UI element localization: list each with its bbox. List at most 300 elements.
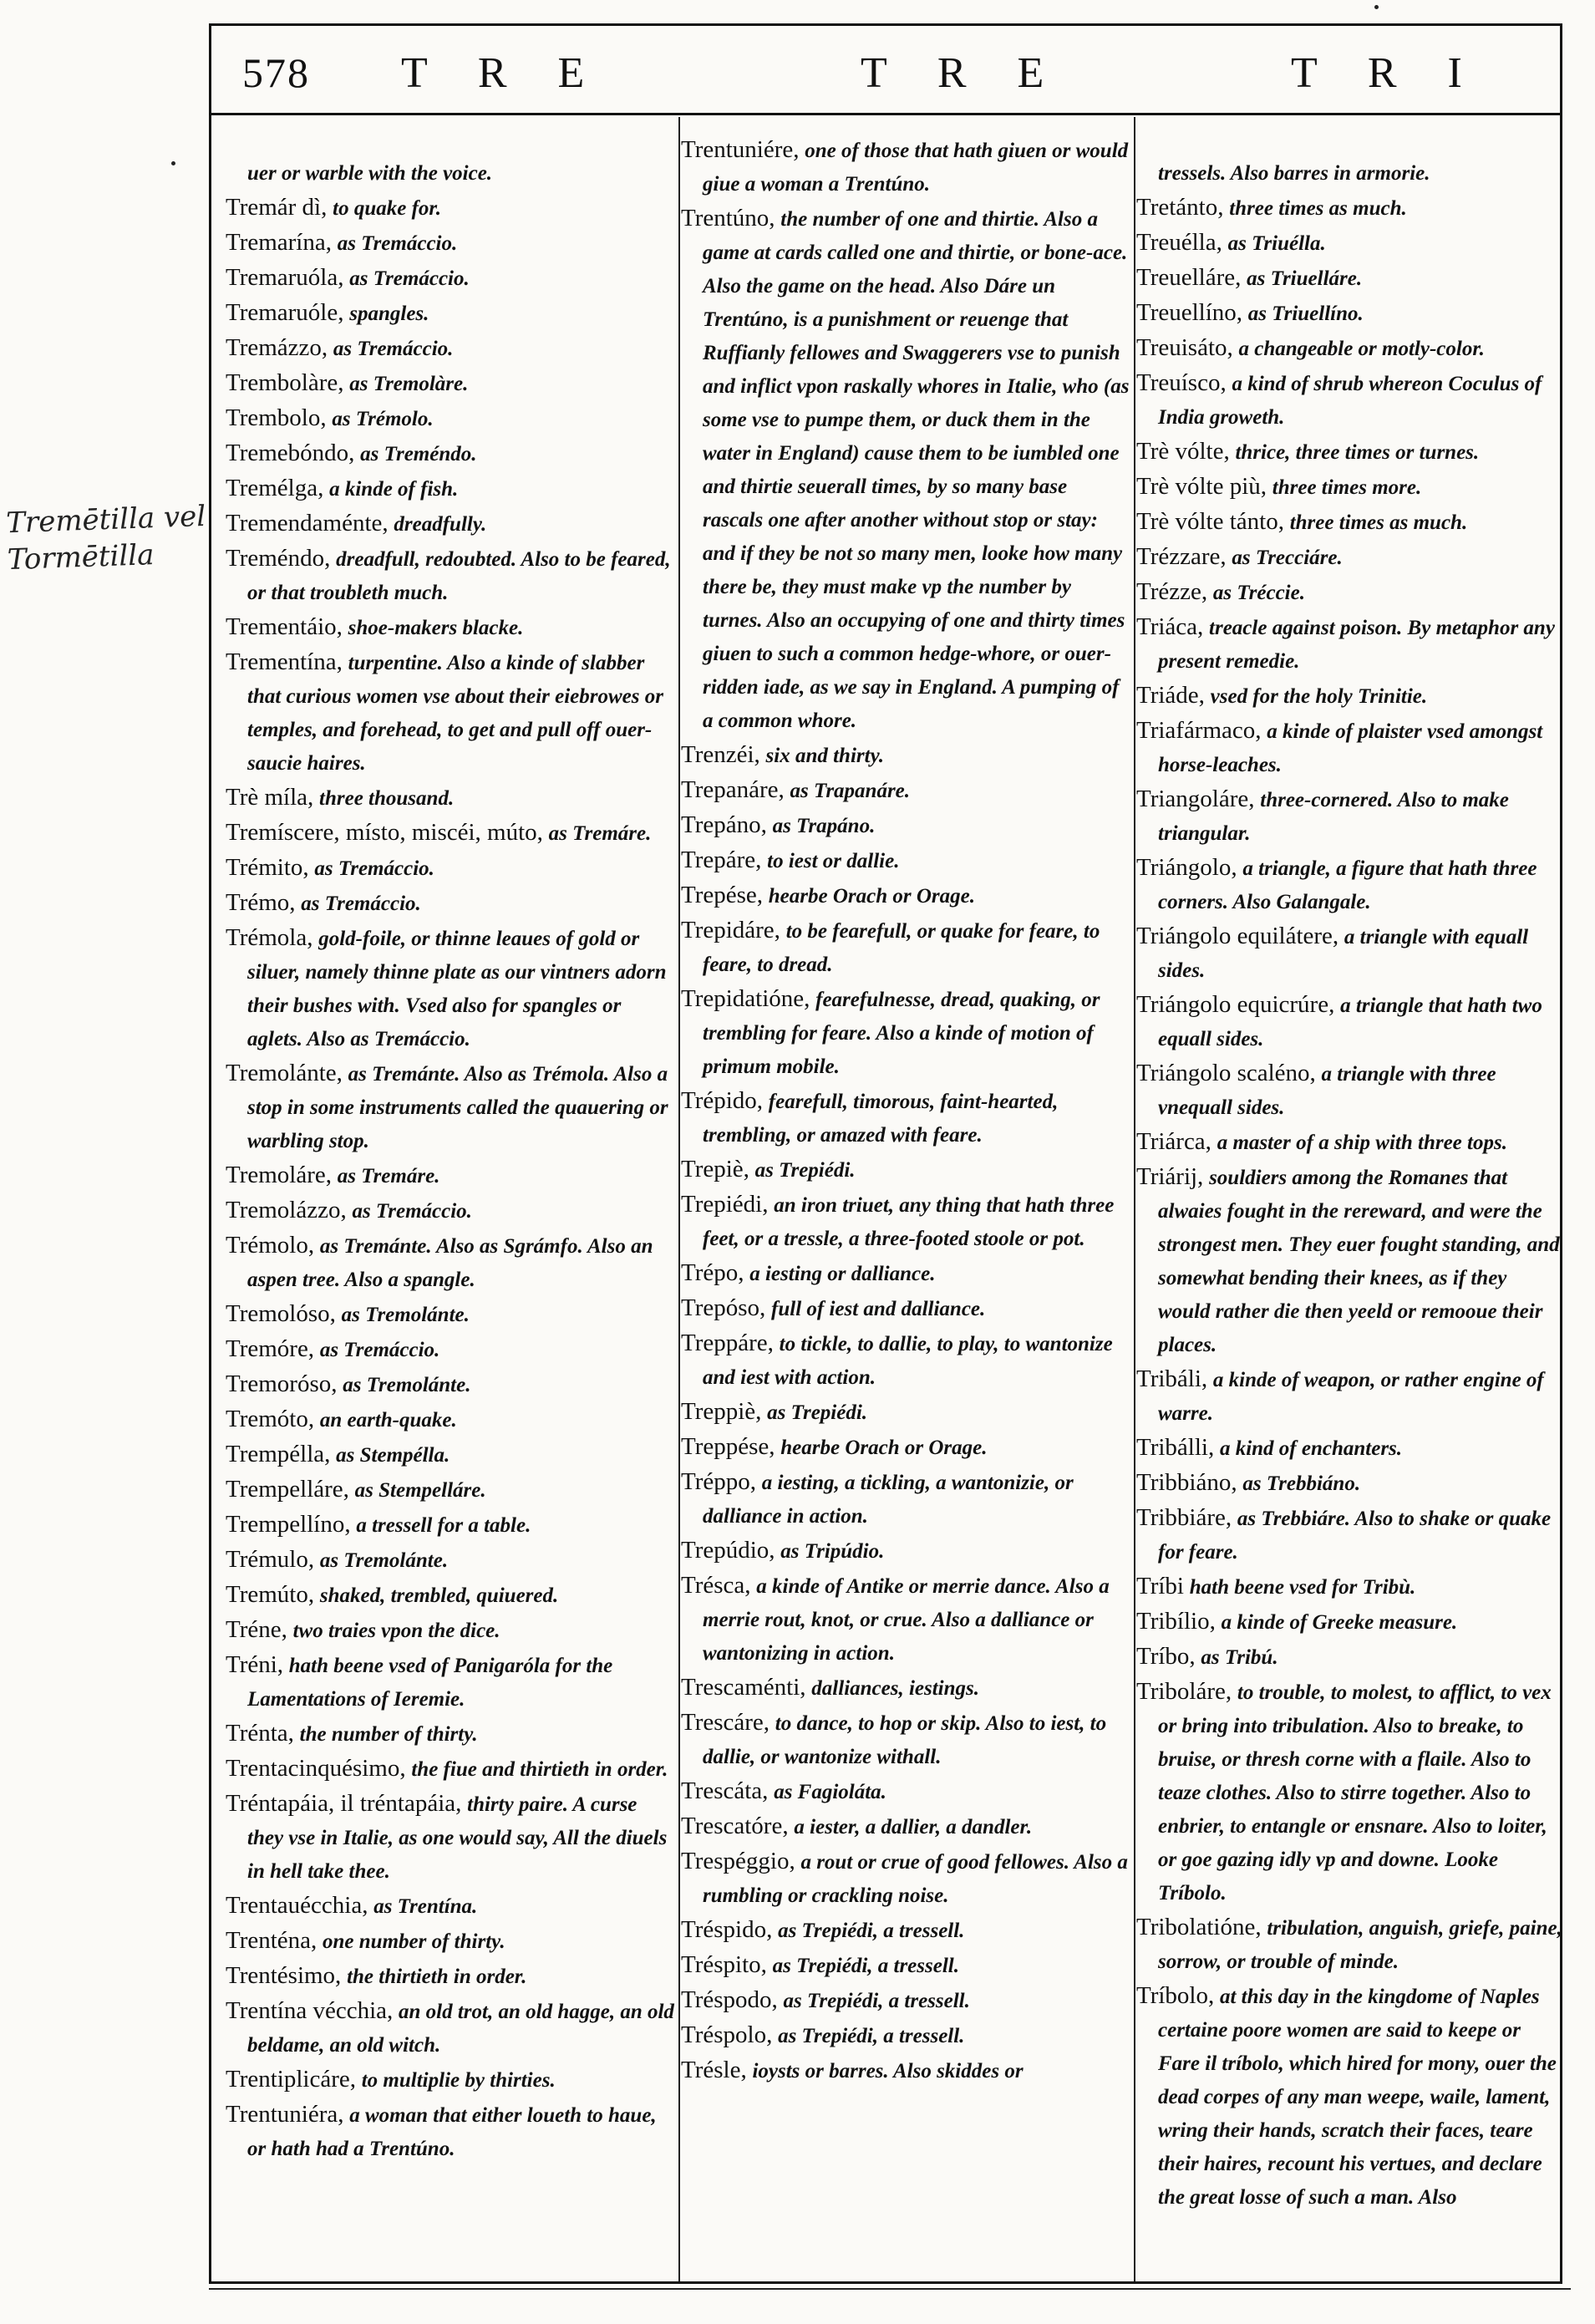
dictionary-entry [1136,470,1562,504]
headword: Trémola, [226,924,313,951]
headword: Trempélla, [226,1441,331,1467]
dictionary-entry [226,887,677,920]
definition: hath beene vsed for Tribù. [1189,1576,1416,1599]
dictionary-entry [226,1333,677,1366]
dictionary-entry [226,1298,677,1331]
dictionary-entry [681,844,1132,877]
dictionary-entry [226,542,677,609]
dictionary-entry [681,1775,1132,1808]
dictionary-entry [226,507,677,541]
dictionary-entry [226,1229,677,1296]
dictionary-entry [226,402,677,435]
headword: Trepúdio, [681,1537,775,1564]
definition: as Tribú. [1201,1646,1278,1669]
headword: Triángolo scaléno, [1136,1060,1316,1086]
dictionary-entry [681,1153,1132,1187]
headword: Trentacinquésimo, [226,1755,406,1782]
headword: Trentína vécchia, [226,1997,394,2024]
head-word-right: T R I [1291,49,1482,97]
definition: three thousand. [319,787,455,810]
headword: Trémito, [226,854,309,881]
headword: Trémulo, [226,1546,315,1573]
dictionary-entry [1136,1570,1562,1604]
definition: three times as much. [1229,197,1407,220]
headword: Trescaménti, [681,1674,806,1701]
dictionary-entry [681,1292,1132,1325]
definition: to quake for. [333,197,441,220]
headword: Tremoróso, [226,1370,338,1397]
headword: Treuísco, [1136,369,1227,396]
headword: Tribbiáno, [1136,1469,1237,1496]
headword: Trepóso, [681,1294,766,1321]
dictionary-entry [681,202,1132,737]
headword: Tremíscere, místo, miscéi, múto, [226,819,543,846]
definition: a kind of enchanters. [1219,1437,1403,1460]
headword: Trentauécchia, [226,1892,368,1919]
head-word-center: T R E [861,49,1064,97]
headword: Trempellíno, [226,1511,351,1538]
margin-note-line: Tormētilla [7,538,155,577]
headword: Triboláre, [1136,1678,1232,1705]
dictionary-entry [226,922,677,1055]
dictionary-entry [226,1438,677,1472]
dictionary-entry [226,297,677,330]
dictionary-entry [1136,679,1562,713]
dictionary-entry [226,367,677,400]
headword: Tremaruóle, [226,299,344,326]
definition: one number of thirty. [323,1930,505,1953]
dictionary-entry [1136,1502,1562,1569]
dictionary-entry [226,1508,677,1542]
dictionary-entry [681,1845,1132,1912]
definition: as Trentína. [373,1895,478,1918]
definition: an iron triuet, any thing that hath three feet, or a tressle, a three-footed stoole or pot. [703,1194,1115,1250]
dictionary-entry [1136,1467,1562,1500]
definition: hath beene vsed of Panigaróla for the Lamentations of Ieremie. [247,1655,613,1711]
headword: Tríbi [1136,1573,1184,1599]
definition: as Tremolánte. [341,1304,470,1326]
headword: Trentésimo, [226,1962,342,1989]
dictionary-entry [681,809,1132,842]
definition: ioysts or barres. Also skiddes or [752,2060,1024,2082]
dictionary-entry [1136,332,1562,365]
headword: Trémo, [226,889,296,916]
definition: a kinde of Greeke measure. [1221,1611,1458,1634]
headword: Trembolàre, [226,369,344,396]
definition: souldiers among the Romanes that alwaies fought in the rereward, and were the strongest men. They euer fought standing, and somewhat bending their knees, as if they would rather die then yeeld or remooue their places. [1158,1167,1560,1356]
headword: Triárij, [1136,1163,1204,1190]
definition: as Tremolàre. [349,373,469,395]
definition: as Tremáccio. [314,857,434,880]
definition: as Tremánte. Also as Trémola. Also a stop in some instruments called the quauering or warbling stop. [247,1063,668,1152]
running-header [209,23,1562,115]
entry-continuation [226,156,677,190]
headword: Trepáre, [681,847,762,873]
definition: a triangle, a figure that hath three corners. Also Galangale. [1158,857,1537,913]
dictionary-entry [1136,783,1562,850]
dictionary-entry [1136,1605,1562,1639]
dictionary-entry [1136,1980,1562,2214]
definition: as Trepiédi, a tressell. [783,1990,970,2012]
headword: Trenzéi, [681,741,760,768]
definition: a iesting or dalliance. [749,1263,936,1285]
headword: Trepáno, [681,811,767,838]
headword: Tréspido, [681,1916,773,1943]
definition: as Tréccie. [1212,582,1305,604]
definition: as Tremolánte. [319,1549,449,1572]
definition: as Stempelláre. [354,1479,486,1502]
headword: Trémolo, [226,1232,315,1259]
headword: Trézzare, [1136,543,1227,570]
definition: a master of a ship with three tops. [1217,1131,1507,1154]
definition: spangles. [349,303,429,325]
dictionary-entry [1136,541,1562,574]
headword: Treuisáto, [1136,334,1233,361]
definition: full of iest and dalliance. [771,1298,986,1320]
dictionary-entry [1136,852,1562,918]
column-divider [1134,117,1135,2281]
definition: as Tremáccio. [333,338,454,360]
definition: as Tripúdio. [780,1540,885,1563]
definition: uer or warble with the voice. [247,162,493,185]
headword: Trè vólte più, [1136,473,1267,500]
definition: as Triuélla. [1227,232,1326,255]
headword: Trentuniére, [681,136,800,163]
dictionary-entry [1136,1911,1562,1978]
headword: Trescáta, [681,1777,769,1804]
definition: the thirtieth in order. [347,1965,527,1988]
dictionary-entry [1136,297,1562,330]
dictionary-entry [1136,1676,1562,1910]
headword: Triáca, [1136,613,1204,640]
headword: Tríbo, [1136,1643,1196,1670]
ink-speck [171,161,175,165]
dictionary-entry [226,1889,677,1923]
dictionary-entry [1136,920,1562,987]
dictionary-entry [681,879,1132,913]
dictionary-entry [1136,262,1562,295]
dictionary-entry [681,1706,1132,1773]
dictionary-entry [226,1925,677,1958]
headword: Trentúno, [681,205,775,231]
definition: as Fagioláta. [774,1781,886,1803]
page-number: 578 [242,49,310,96]
definition: the number of thirty. [299,1723,478,1746]
dictionary-entry [226,2098,677,2165]
definition: three times more. [1272,476,1422,499]
definition: a woman that either loueth to haue, or hath had a Trentúno. [247,2104,657,2160]
headword: Trézze, [1136,578,1208,605]
definition: six and thirty. [765,745,884,767]
headword: Treméndo, [226,545,331,572]
headword: Triángolo equilátere, [1136,923,1339,949]
definition: as Tremáre. [337,1165,440,1187]
definition: a kinde of plaister vsed amongst horse-leaches. [1158,720,1543,776]
headword: Tremoláre, [226,1162,332,1188]
headword: Tribálli, [1136,1434,1215,1461]
headword: Tréspolo, [681,2021,773,2048]
definition: to dance, to hop or skip. Also to iest, to dallie, or wantonize withall. [703,1712,1107,1768]
dictionary-entry [681,1085,1132,1152]
headword: Tremóre, [226,1335,315,1362]
dictionary-entry [226,1473,677,1507]
definition: as Tremánte. Also as Sgrámfo. Also an aspen tree. Also a spangle. [247,1235,653,1291]
definition: as Tremáccio. [319,1339,440,1361]
headword: Trentiplicáre, [226,2066,356,2093]
headword: Trescatóre, [681,1813,789,1839]
definition: a kind of shrub whereon Coculus of India groweth. [1158,373,1542,429]
dictionary-entry [226,226,677,260]
headword: Trembolo, [226,404,327,431]
headword: Tremúto, [226,1581,315,1608]
definition: as Trepiédi, a tressell. [772,1955,959,1977]
headword: Triárca, [1136,1128,1211,1155]
dictionary-entry [226,1649,677,1716]
margin-note-line: Tremētilla vel [5,499,206,541]
definition: an old trot, an old hagge, an old beldame, an old witch. [247,2001,674,2057]
definition: as Trapáno. [772,815,876,837]
headword: Triangoláre, [1136,786,1255,812]
headword: Treuelláre, [1136,264,1242,291]
definition: shaked, trembled, quiuered. [319,1584,559,1607]
definition: a triangle with three vnequall sides. [1158,1063,1496,1119]
definition: as Trepiédi, a tressell. [778,1920,965,1942]
dictionary-entry [226,1717,677,1751]
headword: Trementáio, [226,613,343,640]
headword: Tréppo, [681,1468,756,1495]
headword: Treppáre, [681,1330,774,1356]
definition: one of those that hath giuen or would giue a woman a Trentúno. [703,140,1129,196]
dictionary-entry [1136,226,1562,260]
definition: a kinde of Antike or merrie dance. Also a merrie rout, knot, or crue. Also a dalliance or wantonizing in action. [703,1575,1110,1665]
definition: a rout or crue of good fellowes. Also a rumbling or crackling noise. [703,1851,1128,1907]
headword: Trementína, [226,648,343,675]
definition: dreadfull, redoubted. Also to be feared, or that troubleth much. [247,548,671,604]
dictionary-entry [226,1995,677,2062]
dictionary-entry [226,1159,677,1193]
definition: thirty paire. A curse they vse in Italie, as one would say, All the diuels in hell take thee. [247,1793,668,1883]
dictionary-entry [1136,611,1562,678]
dictionary-entry [226,1787,677,1888]
dictionary-column-2 [681,134,1132,2089]
definition: to trouble, to molest, to afflict, to vex or bring into tribulation. Also to breake, to bruise, or thresh corne with a flaile. Also to teaze clothes. Also to stirre together. Also to enbrier, to entangle or ensnare. Also to loiter, or goe gazing idly vp and downe. Looke Tríbolo. [1158,1681,1552,1904]
dictionary-entry [226,1368,677,1401]
definition: fearefulnesse, dread, quaking, or trembling for feare. Also a kinde of motion of primum mobile. [703,989,1100,1078]
headword: Treuélla, [1136,229,1222,256]
definition: at this day in the kingdome of Naples certaine poore women are said to keepe or Fare il tríbolo, which hired for mony, ouer the dead corpes of any man weepe, waile, lament, wring their hands, scratch their faces, teare their haires, recount his vertues, and declare the great losse of such a man. Also [1158,1986,1557,2209]
dictionary-entry [226,611,677,644]
definition: as Tremáre. [548,822,652,845]
definition: as Tremáccio. [352,1200,472,1223]
headword: Trespéggio, [681,1848,795,1874]
definition: as Trebbiáre. Also to shake or quake for feare. [1158,1508,1552,1564]
dictionary-entry [226,1752,677,1786]
ink-speck [1374,5,1379,9]
dictionary-entry [226,852,677,885]
head-word-left: T R E [401,49,605,97]
headword: Triafármaco, [1136,717,1262,744]
dictionary-entry [226,2063,677,2097]
headword: Trescáre, [681,1709,770,1736]
definition: as Trecciáre. [1232,547,1343,569]
headword: Tribolatióne, [1136,1914,1262,1940]
definition: tressels. Also barres in armorie. [1158,162,1430,185]
dictionary-entry [681,983,1132,1083]
headword: Treppiè, [681,1398,762,1425]
headword: Tréni, [226,1651,284,1678]
definition: three-cornered. Also to make triangular. [1158,789,1509,845]
definition: as Trepiédi. [767,1401,868,1424]
definition: shoe-makers blacke. [348,617,524,639]
definition: as Treméndo. [360,443,477,465]
definition: as Tremáccio. [337,232,458,255]
definition: as Triuelláre. [1247,267,1363,290]
dictionary-entry [681,914,1132,981]
headword: Trepidáre, [681,917,780,943]
headword: Trénta, [226,1720,294,1747]
definition: tribulation, anguish, griefe, paine, sorrow, or trouble of minde. [1158,1917,1562,1973]
dictionary-entry [1136,1161,1562,1361]
dictionary-entry [226,1403,677,1437]
headword: Tremázzo, [226,334,328,361]
dictionary-entry [1136,989,1562,1055]
headword: Tremélga, [226,475,324,501]
dictionary-entry [681,1466,1132,1533]
dictionary-entry [681,1257,1132,1290]
dictionary-entry [1136,191,1562,225]
headword: Tréntapáia, il tréntapáia, [226,1790,462,1817]
dictionary-entry [681,134,1132,201]
handwritten-margin-note [6,498,209,578]
dictionary-entry [681,1984,1132,2017]
headword: Trempelláre, [226,1476,349,1503]
definition: three times as much. [1289,511,1468,534]
headword: Trepidatióne, [681,985,810,1012]
dictionary-entry [681,1914,1132,1947]
definition: as Trapanáre. [790,780,911,802]
dictionary-entry [681,1534,1132,1568]
dictionary-entry [1136,1432,1562,1465]
dictionary-entry [1136,1057,1562,1124]
dictionary-entry [681,1671,1132,1705]
column-divider [678,117,680,2281]
dictionary-entry [226,1579,677,1612]
headword: Tremolánte, [226,1060,343,1086]
definition: an earth-quake. [319,1409,457,1432]
definition: to multiplie by thirties. [361,2069,556,2092]
definition: to be fearefull, or quake for feare, to feare, to dread. [703,920,1100,976]
dictionary-entry [226,332,677,365]
headword: Trépido, [681,1087,764,1114]
definition: vsed for the holy Trinitie. [1210,685,1428,708]
dictionary-entry [226,1960,677,1993]
definition: hearbe Orach or Orage. [780,1437,988,1459]
headword: Tríbolo, [1136,1982,1215,2009]
dictionary-entry [1136,576,1562,609]
definition: dreadfully. [394,513,487,536]
dictionary-entry [681,1431,1132,1464]
definition: a kinde of fish. [329,478,459,501]
dictionary-entry [1136,1640,1562,1674]
headword: Tremolázzo, [226,1197,347,1223]
dictionary-entry [1136,367,1562,434]
headword: Trè vólte tánto, [1136,508,1284,535]
headword: Trè vólte, [1136,438,1230,465]
headword: Treppése, [681,1433,775,1460]
definition: as Tremáccio. [349,267,470,290]
definition: thrice, three times or turnes. [1235,441,1480,464]
definition: a changeable or motly-color. [1238,338,1485,360]
dictionary-entry [1136,1126,1562,1159]
definition: as Tremolánte. [343,1374,471,1396]
headword: Trenténa, [226,1927,317,1954]
definition: as Stempélla. [336,1444,450,1467]
dictionary-entry [681,774,1132,807]
definition: two traies vpon the dice. [292,1620,500,1642]
definition: to iest or dallie. [767,850,900,872]
headword: Trepiè, [681,1156,749,1182]
dictionary-entry [681,739,1132,772]
dictionary-entry [1136,714,1562,781]
headword: Trentuniéra, [226,2101,344,2128]
headword: Trésle, [681,2057,747,2083]
headword: Triáde, [1136,682,1205,709]
definition: a triangle that hath two equall sides. [1158,994,1542,1050]
dictionary-entry [681,1810,1132,1843]
definition: turpentine. Also a kinde of slabber that curious women vse about their eiebrowes or temples, and forehead, to get and pull off ouer-saucie haires. [247,652,663,775]
definition: dalliances, iestings. [811,1677,980,1700]
definition: a kinde of weapon, or rather engine of warre. [1158,1369,1544,1425]
dictionary-entry [1136,1363,1562,1430]
headword: Triángolo, [1136,854,1237,881]
definition: hearbe Orach or Orage. [768,885,975,908]
headword: Triángolo equicrúre, [1136,991,1335,1018]
definition: as Trémolo. [332,408,434,430]
dictionary-entry [681,1949,1132,1982]
headword: Trepanáre, [681,776,785,803]
dictionary-entry [226,781,677,815]
dictionary-entry [226,1194,677,1228]
definition: a iesting, a tickling, a wantonizie, or dalliance in action. [703,1472,1074,1528]
definition: fearefull, timorous, faint-hearted, trembling, or amazed with feare. [703,1091,1059,1147]
definition: as Trepiédi. [754,1159,856,1182]
dictionary-entry [681,1188,1132,1255]
definition: as Triuellíno. [1247,303,1364,325]
definition: a iester, a dallier, a dandler. [794,1816,1033,1838]
headword: Tremóto, [226,1406,315,1432]
dictionary-entry [1136,435,1562,469]
definition: as Tremáccio. [301,892,421,915]
dictionary-entry [226,816,677,850]
headword: Trépo, [681,1259,744,1286]
headword: Tremár dì, [226,194,328,221]
headword: Tremebóndo, [226,440,355,466]
dictionary-entry [681,1569,1132,1670]
definition: as Trebbiáno. [1242,1472,1361,1495]
definition: the number of one and thirtie. Also a game at cards called one and thirtie, or bone-ace. Also the game on the head. Also Dáre un Trentúno, is a punishment or reuenge that Ruffianly fellowes and Swaggerers vse to punish and inflict vpon raskally whores in Italie, who (as some vse to pumpe them, or duck them in the water in England) cause them to be iumbled one and thirtie seuerall times, by so many base rascals one after another without stop or stay: and if they be not so many men, looke how many there be, they must make vp the number by turnes. Also an occupying of one and thirty times giuen to such a common hedge-whore, or ouer-ridden iade, as we say in England. A pumping of a common whore. [703,208,1130,732]
headword: Tremarína, [226,229,332,256]
headword: Tremolóso, [226,1300,336,1327]
bottom-rule [209,2288,1571,2290]
entry-continuation [1136,156,1562,190]
headword: Trepiédi, [681,1191,769,1218]
dictionary-column-1 [226,134,677,2167]
headword: Tribílio, [1136,1608,1216,1635]
definition: to tickle, to dallie, to play, to wantonize and iest with action. [703,1333,1113,1389]
definition: as Trepiédi, a tressell. [778,2025,965,2047]
headword: Tréspito, [681,1951,767,1978]
dictionary-entry [226,437,677,470]
